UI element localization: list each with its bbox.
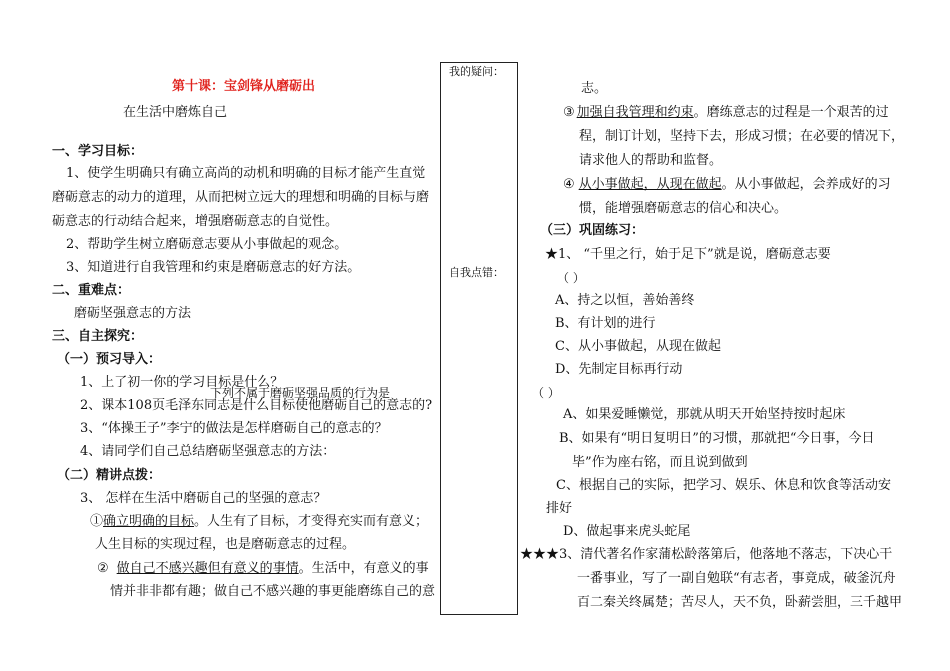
exercise-3-line-2: 一番事业，写了一副自勉联“有志者，事竟成，破釜沉舟 [577,571,896,586]
exercise-3-line-3: 百二秦关终属楚；苦尽人，天不负，卧薪尝胆，三千越甲 [577,595,903,610]
method-2 [97,560,429,578]
exercise-1-option-b: B、有计划的进行 [555,316,656,331]
goal-1-line-1: 1、使学生明确只有确立高尚的动机和明确的目标才能产生直觉 [66,166,426,181]
method-4-number: ④ [563,177,575,192]
method-2-line-2: 情并非非都有趣；做自己不感兴趣的事更能磨练自己的意 [110,584,436,599]
exercise-1-answer-blank: （ ） [557,271,585,285]
method-1-text: 。人生有了目标，才变得充实而有意义； [194,514,429,529]
method-3-line-3: 请求他人的帮助和监督。 [579,153,723,168]
point-3-question: 3、 怎样在生活中磨砺自己的坚强的意志？ [80,491,327,506]
exercise-2-option-b-line-2: 毕”作为座右铭，而且说到做到 [572,455,748,470]
self-check-label: 自我点错： [449,266,504,279]
goal-2: 2、帮助学生树立磨砺意志要从小事做起的观念。 [66,237,348,252]
method-3-number: ③ [563,105,575,120]
exercise-heading: （三）巩固练习： [540,223,645,238]
section-goals-heading: 一、学习目标： [52,144,144,159]
method-4-line-2: 惯，能增强磨砺意志的信心和决心。 [579,201,788,216]
key-points-content: 磨砺坚强意志的方法 [74,306,192,321]
exercise-2-option-d: D、做起事来虎头蛇尾 [563,524,691,539]
exercise-1-option-a: A、持之以恒，善始善终 [555,293,695,308]
method-1-line-2: 人生目标的实现过程，也是磨砺意志的过程。 [95,537,356,552]
exercise-2-option-b-line-1: B、如果有“明日复明日”的习惯，那就把“今日事，今日 [559,431,875,446]
method-2-number: ② [97,561,109,576]
question-2: 2、课本108页毛泽东同志是什么目标使他磨砺自己的意志的? [80,398,433,413]
question-label: 我的疑问： [449,65,504,78]
exercise-2-answer-blank: （ ） [532,386,560,400]
method-4-keyword: 从小事做起，从现在做起 [578,177,722,192]
method-1-keyword: 确立明确的目标 [103,514,195,529]
page-title: 第十课：宝剑锋从磨砺出 [172,79,316,94]
method-4 [563,176,891,194]
exercise-1-option-c: C、从小事做起，从现在做起 [555,339,721,354]
method-2-keyword: 做自己不感兴趣但有意义的事情 [116,561,299,576]
method-4-text: 。从小事做起，会养成好的习 [721,177,891,192]
exercise-2-option-a: A、如果爱睡懒觉，那就从明天开始坚持按时起床 [563,407,846,422]
method-2-text: 。生活中，有意义的事 [298,561,429,576]
page-subtitle: 在生活中磨炼自己 [123,105,228,120]
section-key-points-heading: 二、重难点： [52,283,131,298]
method-3-text: 。磨练意志的过程是一个艰苦的过 [693,105,889,120]
exercise-3-line-1: ★★★3、清代著名作家蒲松龄落第后，他落地不落志，下决心干 [520,547,893,562]
method-3-line-2: 程，制订计划，坚持下去，形成习惯；在必要的情况下， [579,129,905,144]
goal-3: 3、知道进行自我管理和约束是磨砺意志的好方法。 [66,260,361,275]
method-1 [90,513,428,531]
notes-box [440,62,518,615]
method-1-number: ① [90,514,104,529]
explain-heading: （二）精讲点拨： [57,468,162,483]
question-1: 1、上了初一你的学习目标是什么？ [80,375,284,390]
preview-heading: （一）预习导入： [57,352,162,367]
question-4: 4、请同学们自己总结磨砺坚强意志的方法： [80,444,336,459]
section-explore-heading: 三、自主探究： [52,329,144,344]
exercise-1-stem: ★1、 “千里之行，始于足下”就是说，磨砺意志要 [545,247,831,262]
exercise-2-option-c-line-1: C、根据自己的实际，把学习、娱乐、休息和饮食等活动安 [556,478,891,493]
method-2-continued: 志。 [581,81,608,96]
exercise-2-option-c-line-2: 排好 [546,501,573,516]
overlapping-question-text: 下列不属于磨砺坚强品质的行为是 [210,386,391,400]
exercise-1-option-d: D、先制定目标再行动 [555,362,683,377]
goal-1-line-3: 砺意志的行动结合起来，增强磨砺意志的自觉性。 [52,214,339,229]
method-3 [563,104,889,122]
question-3: 3、“体操王子”李宁的做法是怎样磨砺自己的意志的？ [80,421,388,436]
goal-1-line-2: 磨砺意志的动力的道理，从而把树立远大的理想和明确的目标与磨 [52,190,430,205]
method-3-keyword: 加强自我管理和约束 [576,105,694,120]
